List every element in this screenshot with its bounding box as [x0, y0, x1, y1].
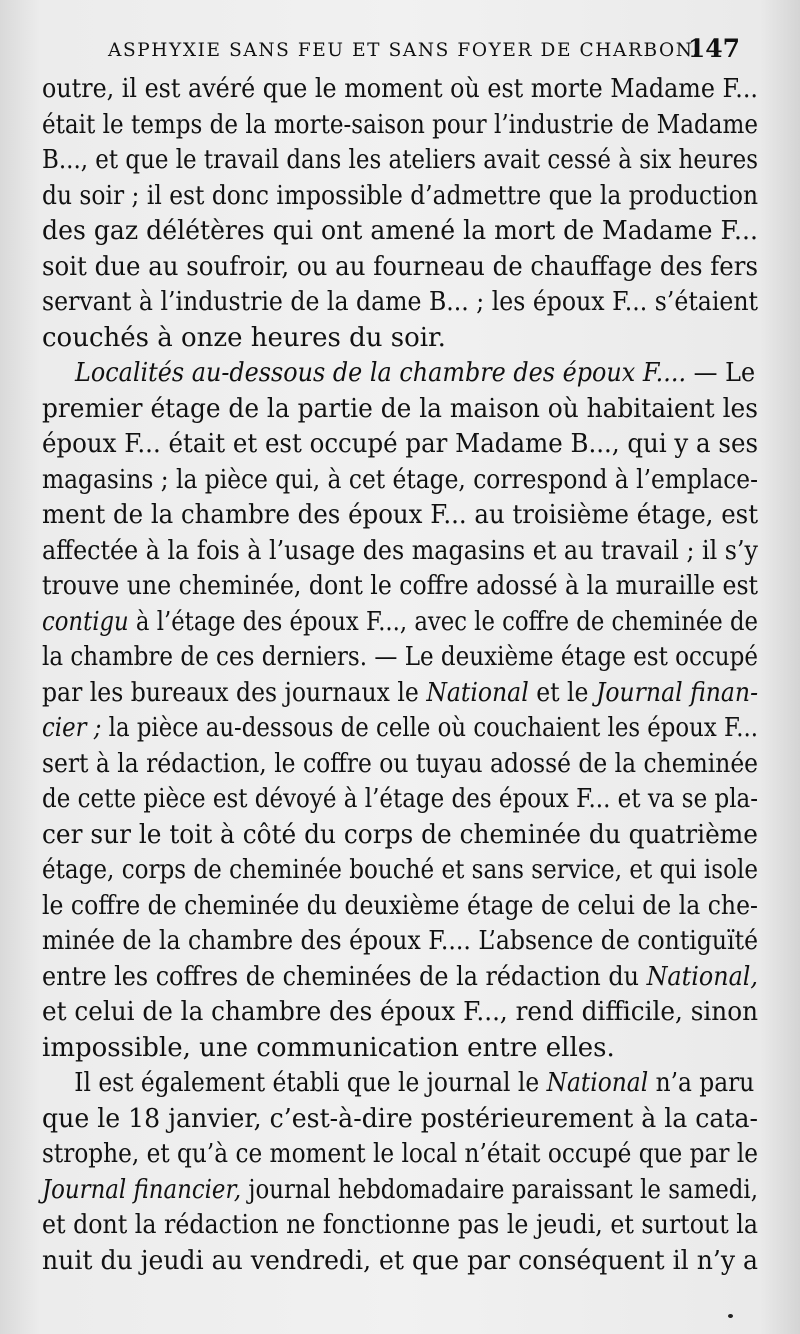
italic-text: National	[546, 1068, 649, 1098]
text-line	[42, 250, 758, 286]
text-run: et celui de la chambre des époux F..., rend difficile, sinon	[42, 997, 759, 1027]
text-run: journal hebdomadaire paraissant le samedi,	[241, 1174, 758, 1205]
italic-text: contigu	[42, 606, 129, 637]
text-run: était le temps de la morte-saison pour l’industrie de Madame	[42, 109, 759, 140]
text-run: premier étage de la partie de la maison où habitaient les	[42, 393, 758, 424]
text-run: de cette pièce est dévoyé à l’étage des époux F... et va se pla-	[42, 784, 759, 814]
text-line	[42, 818, 759, 854]
text-run: minée de la chambre des époux F.... L’absence de contiguïté	[42, 926, 759, 956]
text-run: trouve une cheminée, dont le coffre adossé à la muraille est	[42, 571, 759, 601]
running-title: ASPHYXIE SANS FEU ET SANS FOYER DE CHARBON.	[108, 40, 700, 61]
text-line	[42, 1244, 759, 1280]
text-line	[42, 640, 758, 676]
text-line	[42, 995, 759, 1031]
text-run: époux F... était et est occupé par Madame B..., qui y a ses	[42, 429, 759, 459]
text-line	[42, 285, 759, 321]
text-line	[42, 711, 758, 747]
text-line	[42, 356, 756, 392]
text-run: couchés à onze heures du soir.	[42, 322, 446, 353]
text-line	[42, 534, 758, 570]
text-run: à l’étage des époux F..., avec le coffre de cheminée de	[128, 606, 759, 637]
text-run: affectée à la fois à l’usage des magasins et au travail ; il s’y	[42, 535, 758, 566]
text-run: par les bureaux des journaux le	[42, 677, 427, 708]
text-run: la pièce au-dessous de celle où couchaient les époux F...	[101, 713, 758, 743]
text-line	[42, 392, 758, 428]
text-line	[42, 747, 759, 783]
text-line	[42, 427, 759, 463]
text-line	[42, 108, 759, 144]
text-run: étage, corps de cheminée bouché et sans service, et qui isole	[42, 855, 758, 885]
text-run: B..., et que le travail dans les ateliers avait cessé à six heures	[42, 145, 758, 175]
italic-text: cier ;	[42, 713, 102, 743]
text-line	[42, 960, 759, 996]
italic-text: National	[426, 677, 529, 708]
text-run: magasins ; la pièce qui, à cet étage, correspond à l’emplace-	[42, 464, 759, 495]
page-header	[108, 34, 740, 70]
text-line	[42, 676, 759, 712]
text-line	[42, 143, 758, 179]
italic-text: Journal financier,	[42, 1174, 242, 1205]
text-line	[42, 889, 758, 925]
text-line	[42, 214, 758, 250]
text-run: sert à la rédaction, le coffre ou tuyau adossé de la cheminée	[42, 748, 759, 779]
text-line	[42, 321, 758, 357]
text-line	[42, 498, 759, 534]
text-line	[42, 782, 759, 818]
text-run: Il est également établi que le journal le	[74, 1068, 547, 1098]
text-line	[42, 569, 759, 605]
body-text	[42, 72, 758, 1279]
text-run: soit due au soufroir, ou au fourneau de chauffage des fers	[42, 251, 758, 282]
page-number: 147	[687, 34, 740, 63]
text-run: le coffre de cheminée du deuxième étage de celui de la che-	[42, 890, 758, 921]
text-run: n’a paru	[648, 1068, 755, 1098]
text-run: ment de la chambre des époux F... au troisième étage, est	[42, 500, 759, 530]
text-line	[42, 1031, 758, 1067]
text-line	[42, 72, 758, 108]
text-run: strophe, et qu’à ce moment le local n’était occupé que par le	[42, 1139, 759, 1169]
text-line	[42, 1137, 759, 1173]
text-line	[42, 179, 759, 215]
ink-speck	[728, 1314, 733, 1318]
text-run: entre les coffres de cheminées de la rédaction du	[42, 961, 647, 992]
text-line	[42, 853, 758, 889]
text-line	[42, 1066, 755, 1102]
text-run: et dont la rédaction ne fonctionne pas le jeudi, et surtout la	[42, 1210, 758, 1240]
text-run: du soir ; il est donc impossible d’admettre que la production	[42, 180, 759, 211]
italic-text: Localités au-dessous de la chambre des époux F....	[75, 358, 687, 388]
text-run: nuit du jeudi au vendredi, et que par conséquent il n’y a	[42, 1245, 759, 1276]
text-run: la chambre de ces derniers. — Le deuxième étage est occupé	[42, 642, 758, 672]
text-line	[42, 1102, 758, 1138]
italic-text: Journal finan-	[595, 677, 759, 708]
text-run: outre, il est avéré que le moment où est morte Madame F...	[42, 74, 758, 104]
text-line	[42, 463, 759, 499]
text-run: — Le	[686, 358, 756, 388]
text-line	[42, 605, 759, 641]
text-run: que le 18 janvier, c’est-à-dire postérieurement à la cata-	[42, 1103, 758, 1134]
text-run: et le	[528, 677, 596, 708]
italic-text: National,	[646, 961, 759, 992]
text-run: impossible, une communication entre elles.	[42, 1032, 615, 1063]
text-run: des gaz délétères qui ont amené la mort de Madame F...	[42, 216, 758, 246]
text-run: cer sur le toit à côté du corps de cheminée du quatrième	[42, 819, 759, 850]
text-line	[42, 1173, 758, 1209]
text-run: servant à l’industrie de la dame B... ; les époux F... s’étaient	[42, 287, 759, 317]
text-line	[42, 924, 759, 960]
text-line	[42, 1208, 758, 1244]
